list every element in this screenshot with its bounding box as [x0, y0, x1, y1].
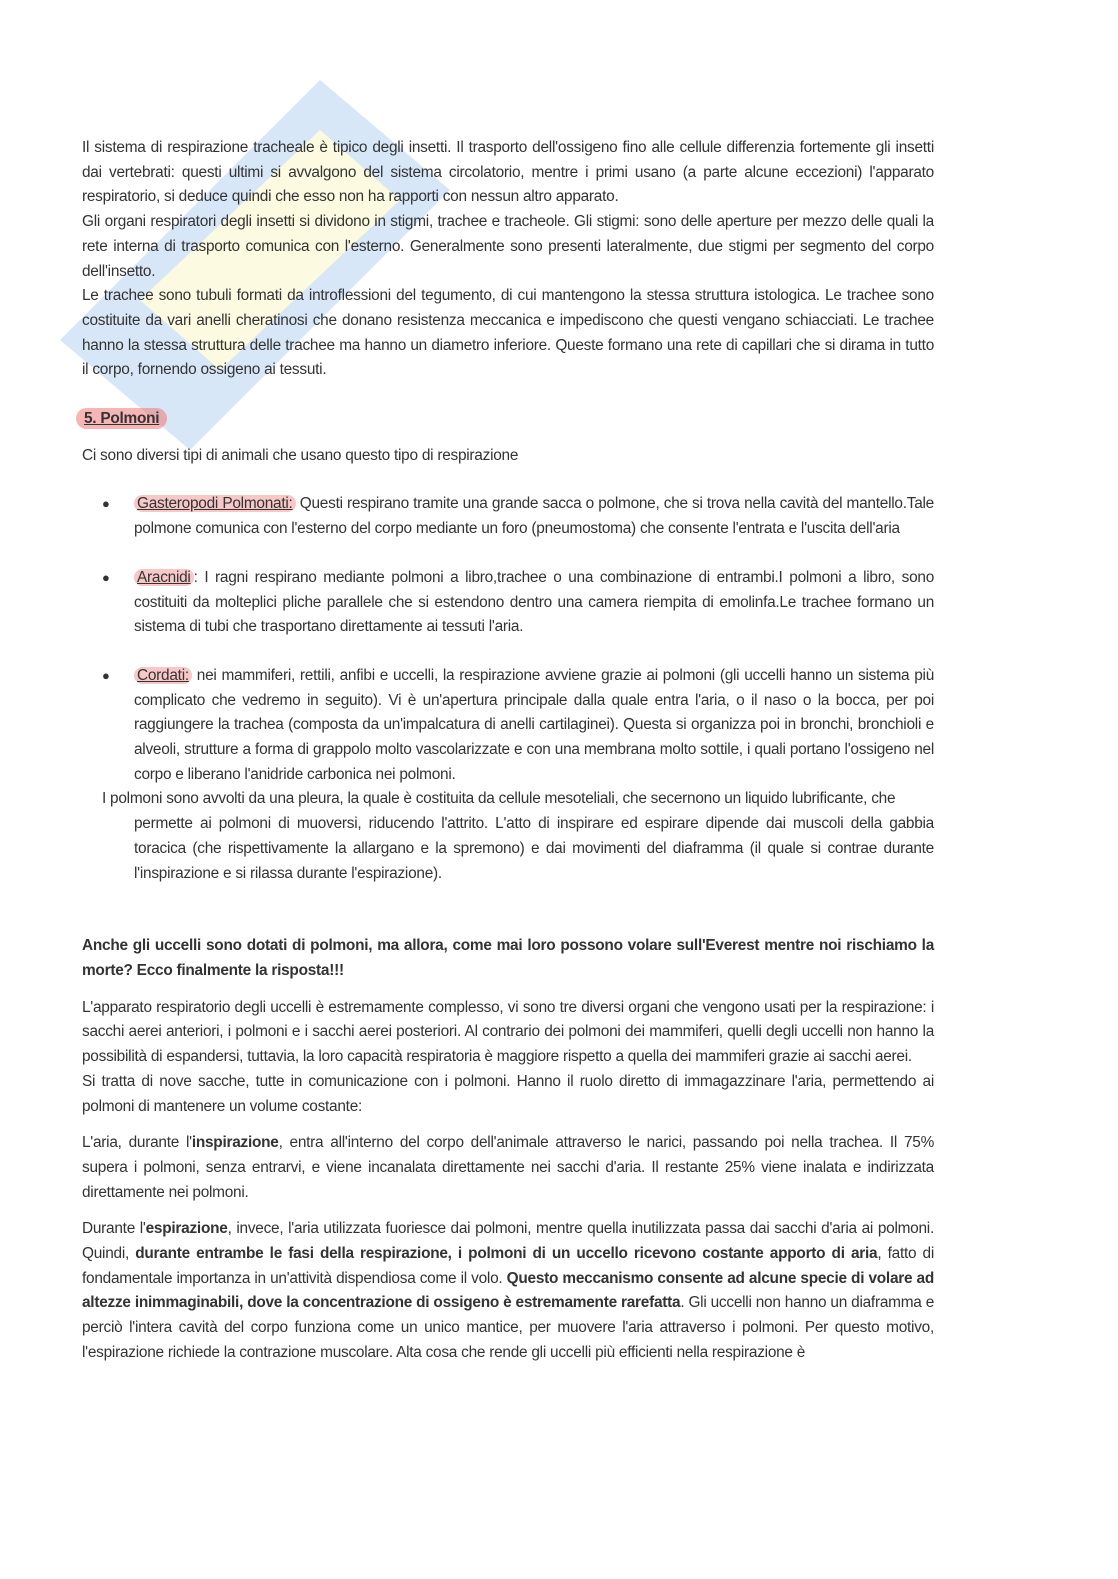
inspiration-text-c: , entra all'interno del corpo dell'animale attraverso le narici, passando poi nella trachea. Il 75% supera i polmoni, senza entrarvi, e viene incanalata direttamente nei sacchi d'aria. Il restante 25% viene inalata e indirizzata direttamente nei polmoni. — [82, 1134, 935, 1201]
expiration-text-a: Durante l' — [82, 1220, 146, 1238]
text-cordati: nei mammiferi, rettili, anfibi e uccelli, la respirazione avviene grazie ai polmoni (gli uccelli hanno un sistema più complicato che vedremo in seguito). Vi è un'apertura principale dalla quale entra l'aria, o il naso o la bocca, per poi raggiungere la trachea (composta da un'impalcatura di anelli cartilaginei). Questa si organizza poi in bronchi, bronchioli e alveoli, strutture a forma di grappolo molto vascolarizzate e con una membrana molto sottile, i quali portano l'ossigeno nel corpo e liberano l'anidride carbonica nei polmoni. — [134, 666, 934, 783]
paragraph-inspiration — [82, 1131, 934, 1205]
expiration-text-e: , fatto di fondamentale importanza in un'attività dispendiosa come il volo. — [82, 1245, 935, 1287]
term-cordati: Cordati: — [134, 667, 192, 684]
birds-question: Anche gli uccelli sono dotati di polmoni, ma allora, come mai loro possono volare sull'Everest mentre noi rischiamo la morte? Ecco finalmente la risposta!!! — [82, 937, 934, 979]
list-spacer — [82, 640, 934, 664]
expiration-keyword: espirazione — [145, 1220, 228, 1238]
animal-list — [82, 492, 934, 787]
paragraph-pleura-rest: permette ai polmoni di muoversi, riducendo l'attrito. L'atto di inspirare ed espirare dipende dai muscoli della gabbia toracica (che rispettivamente la allargano e la spremono) e dai movimenti del diaframma (il quale si contrae durante l'inspirazione e si rilassa durante l'espirazione). — [134, 815, 934, 882]
section-title: 5. Polmoni — [76, 408, 167, 429]
paragraph-respiratory-organs: Gli organi respiratori degli insetti si dividono in stigmi, trachee e tracheole. Gli stigmi: sono delle aperture per mezzo delle quali la rete interna di trasporto comunica con l'esterno. Generalmente sono presenti lateralmente, due stigmi per segmento del corpo dell'insetto. — [82, 213, 934, 280]
paragraph-expiration — [82, 1217, 934, 1365]
term-gasteropodi: Gasteropodi Polmonati: — [134, 495, 296, 512]
section-heading — [82, 407, 934, 432]
bullet-icon: ● — [102, 667, 110, 683]
paragraph-trachee: Le trachee sono tubuli formati da introflessioni del tegumento, di cui mantengono la stessa struttura istologica. Le trachee sono costituite da vari anelli cheratinosi che donano resistenza meccanica e impediscono che questi vengano schiacciati. Le trachee hanno la stessa struttura delle trachee ma hanno un diametro inferiore. Queste formano una rete di capillari che si dirama in tutto il corpo, fornendo ossigeno ai tessuti. — [82, 287, 934, 379]
expiration-bold-f: Questo meccanismo consente ad alcune specie di volare ad altezze inimmaginabili, dove la concentrazione di ossigeno è estremamente rarefatta — [82, 1269, 934, 1312]
list-item-aracnidi — [82, 566, 934, 640]
paragraph-birds-apparatus: L'apparato respiratorio degli uccelli è estremamente complesso, vi sono tre diversi organi che vengono usati per la respirazione: i sacchi aerei anteriori, i polmoni e i sacchi aerei posteriori. Al contrario dei polmoni dei mammiferi, quelli degli uccelli non hanno la possibilità di espandersi, tuttavia, la loro capacità respiratoria è maggiore rispetto a quella dei mammiferi grazie ai sacchi aerei. — [82, 998, 934, 1066]
section-intro: Ci sono diversi tipi di animali che usano questo tipo di respirazione — [82, 446, 519, 464]
list-item-gasteropodi — [82, 492, 934, 541]
text-aracnidi: : I ragni respirano mediante polmoni a libro,trachee o una combinazione di entrambi.I polmoni a libro, sono costituiti da molteplici pliche parallele che si estendono dentro una camera riempita di emolinfa.Le trachee formano un sistema di tubi che trasportano direttamente ai tessuti l'aria. — [134, 568, 934, 636]
document-body — [82, 136, 934, 1366]
text-gasteropodi: Questi respirano tramite una grande sacca o polmone, che si trova nella cavità del mantello.Tale polmone comunica con l'esterno del corpo mediante un foro (pneumostoma) che consente l'entrata e l'uscita dell'aria — [134, 495, 934, 538]
inspiration-text-a: L'aria, durante l' — [82, 1134, 192, 1152]
paragraph-birds-sacs: Si tratta di nove sacche, tutte in comunicazione con i polmoni. Hanno il ruolo diretto di immagazzinare l'aria, permettendo ai polmoni di mantenere un volume costante: — [82, 1072, 934, 1115]
inspiration-keyword: inspirazione — [191, 1134, 279, 1152]
list-spacer — [82, 542, 934, 566]
expiration-text-g: . Gli uccelli non hanno un diaframma e perciò l'intera cavità del corpo funziona come un unico mantice, per muovere l'aria attraverso i polmoni. Per questo motivo, l'espirazione richiede la contrazione muscolare. Alta cosa che rende gli uccelli più efficienti nella respirazione è — [82, 1294, 935, 1361]
paragraph-tracheal-intro: Il sistema di respirazione tracheale è tipico degli insetti. Il trasporto dell'ossigeno fino alle cellule differenzia fortemente gli insetti dai vertebrati: questi ultimi si avvalgono del sistema circolatorio, mentre i primi usano (a parte alcune eccezioni) l'apparato respiratorio, si deduce quindi che esso non ha rapporti con nessun altro apparato. — [82, 139, 934, 206]
expiration-text-c: , invece, l'aria utilizzata fuoriesce dai polmoni, mentre quella inutilizzata passa dai sacchi d'aria ai polmoni. Quindi, — [82, 1220, 934, 1263]
bullet-icon: ● — [102, 496, 110, 512]
term-aracnidi: Aracnidi — [134, 569, 194, 586]
expiration-bold-d: durante entrambe le fasi della respirazione, i polmoni di un uccello ricevono costante apporto di aria — [135, 1245, 878, 1263]
list-item-cordati — [82, 664, 934, 788]
paragraph-pleura-first: I polmoni sono avvolti da una pleura, la quale è costituita da cellule mesoteliali, che secernono un liquido lubrificante, che — [102, 790, 896, 808]
bullet-icon: ● — [102, 569, 110, 585]
